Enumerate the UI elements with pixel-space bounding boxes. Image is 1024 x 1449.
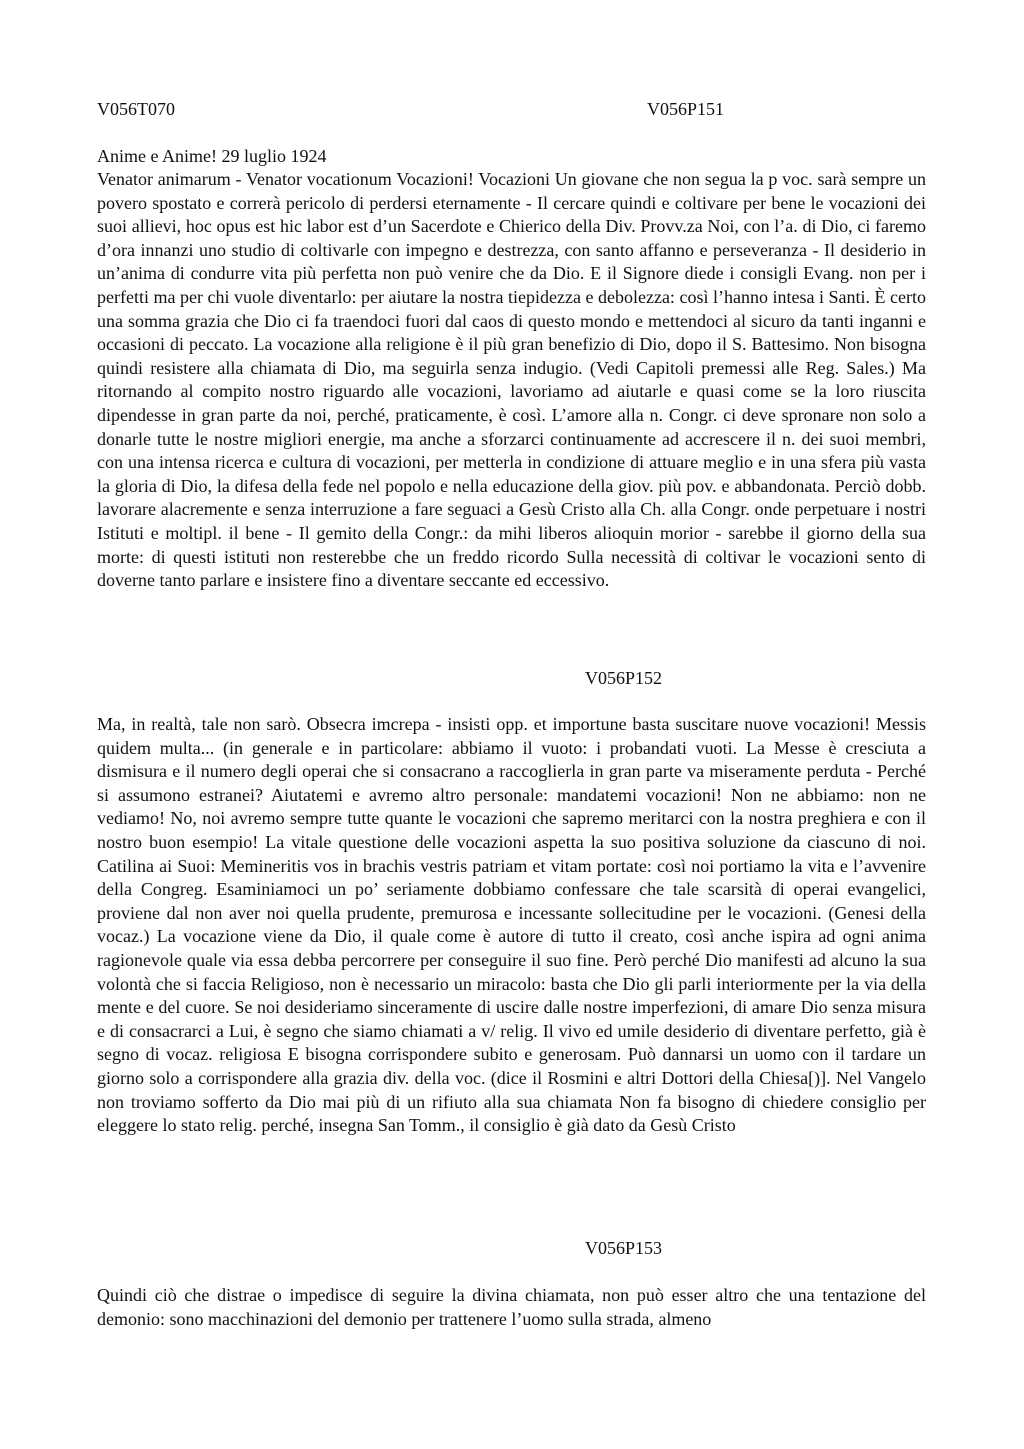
paragraph: Venator animarum - Venator vocationum Vocazioni! Vocazioni Un giovane che non segua la p voc. sarà sempre un povero spostato e correrà pericolo di perdersi eternamente - Il cercare quindi e coltivare per bene le vocazioni dei suoi allievi, hoc opus est hic labor est d’un Sacerdote e Chierico della Div. Provv.za Noi, con l’a. di Dio, ci faremo d’ora innanzi uno studio di coltivarle con impegno e destrezza, con santo affanno e perseveranza - Il desiderio in un’anima di condurre vita più perfetta non può venire che da Dio. E il Signore diede i consigli Evang. non per i perfetti ma per chi vuole diventarlo: per aiutare la nostra tiepidezza e debolezza: così l’hanno intesa i Santi. È certo una somma grazia che Dio ci fa traendoci fuori dal caos di questo mondo e mettendoci al sicuro da tanti inganni e occasioni di peccato. La vocazione alla religione è il più gran benefizio di Dio, dopo il S. Battesimo. Non bisogna quindi resistere alla chiamata di Dio, ma seguirla senza indugio. (Vedi Capitoli premessi alle Reg. Sales.) Ma ritornando al compito nostro riguardo alle vocazioni, lavoriamo ad aiutarle e quasi come se la loro riuscita dipendesse in gran parte da noi, perché, praticamente, è così. L’amore alla n. Congr. ci deve spronare non solo a donarle tutte le nostre migliori energie, ma anche a sforzarci continuamente ad accrescere il n. dei suoi membri, con una intensa ricerca e cultura di vocazioni, per metterla in condizione di attuare meglio e in una sfera più vasta la gloria di Dio, la difesa della fede nel popolo e nella educazione della giov. più pov. e abbandonata. Perciò dobb. lavorare alacremente e senza interruzione a fare seguaci a Gesù Cristo alla Ch. alla Congr. onde perpetuare i nostri Istituti e moltipl. il bene - Il gemito della Congr.: da mihi liberos alioquin morior - sarebbe il giorno della sua morte: di questi istituti non resterebbe che un freddo ricordo Sulla necessità di coltivar le vocazioni sento di doverne tanto parlare e insistere fino a diventare seccante ed eccessivo. (97, 169, 926, 591)
document-title: Anime e Anime! 29 luglio 1924 (97, 146, 327, 166)
page-code: V056P153 (585, 1238, 663, 1258)
paragraph: Ma, in realtà, tale non sarò. Obsecra imcrepa - insisti opp. et importune basta suscitare nuove vocazioni! Messis quidem multa... (in generale e in particolare: abbiamo il vuoto: i probandati vuoti. La Messe è cresciuta a dismisura e il numero degli operai che si consacrano a raccoglierla in gran parte va miseramente perduta - Perché si assumono estranei? Aiutatemi e avremo altro personale: mandatemi vocazioni! Non ne abbiamo: non ne vediamo! No, noi avremo sempre tutte quante le vocazioni che sapremo meritarci con la nostra preghiera e con il nostro buon esempio! La vitale questione delle vocazioni aspetta la suo positiva soluzione da ciascuno di noi. Catilina ai Suoi: Memineritis vos in brachis vestris patriam et vitam portate: così noi portiamo la vita e l’avvenire della Congreg. Esaminiamoci un po’ seriamente dobbiamo confessare che tale scarsità di operai evangelici, proviene dal non aver noi quella prudente, premurosa e incessante sollecitudine per le vocazioni. (Genesi della vocaz.) La vocazione viene da Dio, il quale come è autore di tutto il creato, così anche ispira ad ogni anima ragionevole quale via essa debba percorrere per conseguire il suo fine. Però perché Dio manifesti ad alcuno la sua volontà che si faccia Religioso, non è necessario un miracolo: basta che Dio gli parli interiormente per la via della mente e del cuore. Se noi desideriamo sinceramente di uscire dalle nostre imperfezioni, di amare Dio senza misura e di consacrarci a Lui, è segno che siamo chiamati a v/ relig. Il vivo ed umile desiderio di diventare perfetto, già è segno di vocaz. religiosa E bisogna corrispondere subito e generosam. Può dannarsi un uomo con il tardare un giorno solo a corrispondere alla grazia div. della voc. (dice il Rosmini e altri Dottori della Chiesa[)]. Nel Vangelo non troviamo sofferto da Dio mai più di un rifiuto alla sua chiamata Non fa bisogno di chiedere consiglio per eleggere lo stato relig. perché, insegna San Tomm., il consiglio è già dato da Gesù Cristo (97, 714, 926, 1136)
paragraph: Quindi ciò che distrae o impedisce di seguire la divina chiamata, non può esser altro che una tentazione del demonio: sono macchinazioni del demonio per trattenere l’uomo sulla strada, almeno (97, 1285, 926, 1329)
page-code: V056P152 (585, 668, 663, 688)
page-code: V056P151 (647, 99, 725, 119)
doc-code: V056T070 (97, 99, 175, 119)
